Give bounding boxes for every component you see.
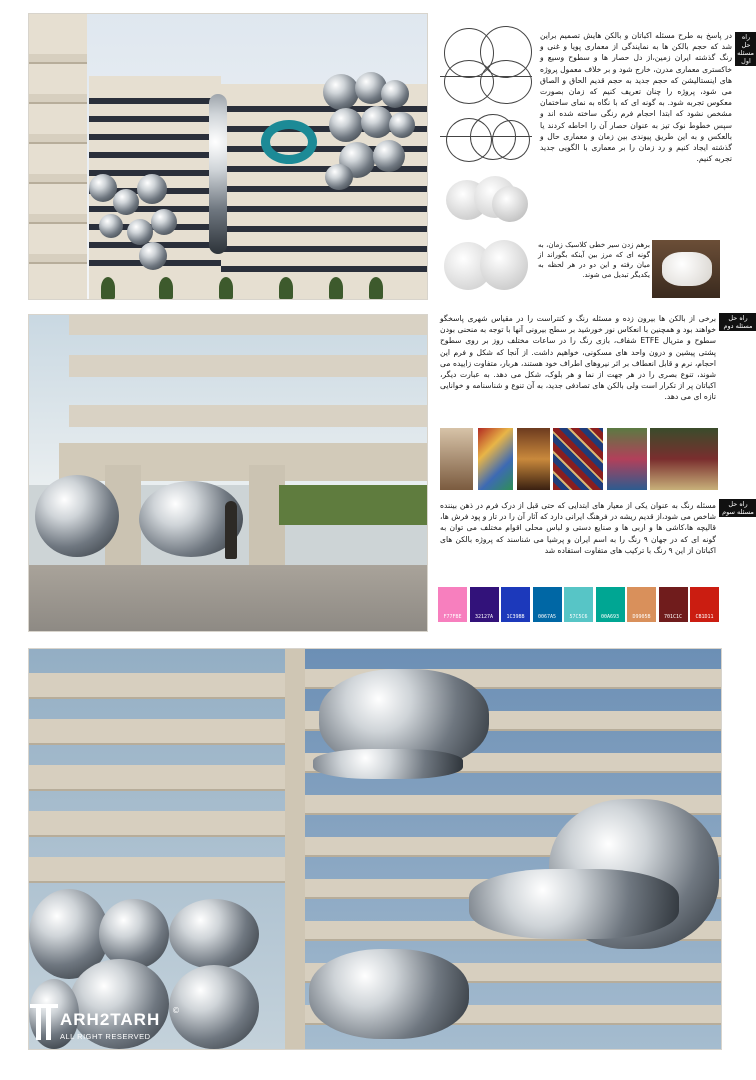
thumb-local-dress	[607, 428, 647, 490]
section3-text: مسئله رنگ به عنوان یکی از معیار های ابتدایی که حتی قبل از درک فرم در ذهن بیننده شاخص می شود،از قدیم ریشه در فرهنگ ایرانی دارد که آثار آن را در تار و پود فرش ها، قالیچه ها،کاشی ها و اربی ها و صنایع دستی و لباس محلی اقوام مختلف می توان به گونه ای که در جهان ۹ رنگ را به اسم ایران و پرشیا می شناسند که پروژه بالکن های اکباتان از این ۹ رنگ با ترکیب های متفاوت استفاده شد	[440, 501, 716, 555]
swatch: 701C1C	[659, 587, 688, 622]
closeup-render	[28, 648, 722, 1050]
thumb-interior-2	[517, 428, 550, 490]
section1-text: در پاسخ به طرح مسئله اکباتان و بالکن هایش تصمیم براین شد که حجم بالکن ها به نمایندگی از معماری پویا و غنی و رنگ گذشته ایران زمین،از دل حصار ها و سطوح وسیع و خاکستری معماری مدرن، خارج شود و بر خلاف معمول پروژه های اینستالیشن که حجم جدید به حجم قدیم الحاق و الصاق می شود، پروژه را چنان تعریف کنیم که زمان بصورت معکوس تجربه شود. به گونه ای که با نگاه به نمای ساختمان مشخص نشود که ابتدا احجام فرم رنگی ساخته شده اند و سپس خطوط نوک تیز به عنوان حصار آن را احاطه کردند یا بالعکس و به این طریق پیوندی بین زمان و معماری حال و گذشته ایجاد کنیم و رد زمان را بر معماری با الگویی جدید تجربه کنیم.	[540, 31, 732, 164]
swatch: 00A693	[596, 587, 625, 622]
section1-caption: برهم زدن سیر خطی کلاسیک زمان، به گونه ای که مرز بین آینکه بگوراند از میان رفته و این دو در هر لحظه به یکدیگر تبدیل می شوند.	[538, 241, 650, 279]
pillar-icon	[30, 1004, 58, 1040]
section3-tag: راه حل مسئله سوم	[719, 499, 756, 517]
logo-rights: ALL RIGHT RESERVED	[60, 1032, 151, 1041]
thumb-carpet	[553, 428, 603, 490]
swatch: 1C39BB	[501, 587, 530, 622]
thumb-portrait	[650, 428, 718, 490]
left-tower	[29, 14, 87, 299]
street-render	[28, 314, 428, 632]
arh2tarh-logo	[30, 1000, 200, 1050]
section2-tag: راه حل مسئله دوم	[719, 313, 756, 331]
teal-ring-sign	[261, 120, 317, 164]
swatch: 57C5C6	[564, 587, 593, 622]
logo-reg: ©	[172, 1006, 180, 1015]
concept-diagram-4	[440, 238, 532, 296]
section2-text: برخی از بالکن ها بیرون زده و مسئله رنگ و کنتراست را در مقیاس شهری پاسخگو خواهند بود و همچنین با انعکاس نور خورشید بر سطح بیرونی آنها با توجه به منحنی بودن سطوح و متریال ETFE شفاف، بازی رنگ را در ساعات مختلف روز بر روی سطوح پشتی پیشین و درون واحد های مسکونی، خواهیم داشت. از آنجا که شکل و فرم این احجام، نرم و قابل انعطاف بر اثر نیروهای اطراف خود هستند، هربار، متفاوت زاییده می شوند، تنوع بصری را در هر جهت از نما و هر بلوک، شکل می دهد. به عبارت دیگر، اکباتان پر از تکرار است ولی بالکن های تصادفی جدید، به آن تنوع و شناسنامه و خوانایی تازه ای می دهد.	[440, 314, 716, 402]
chrome-balcony-blob	[35, 475, 119, 557]
thumb-stained-glass	[478, 428, 513, 490]
swatch: F77FBE	[438, 587, 467, 622]
concept-diagram-2	[440, 110, 532, 168]
facade-render	[28, 13, 428, 300]
swatch: 32127A	[470, 587, 499, 622]
concept-diagram-3	[440, 172, 532, 234]
swatch: CB1D11	[690, 587, 719, 622]
swatch: D9905B	[627, 587, 656, 622]
color-palette	[438, 587, 720, 622]
section1-tag: راه حل مسئله اول	[735, 32, 756, 66]
logo-brand: ARH2TARH	[60, 1010, 161, 1029]
concept-diagram-1	[440, 26, 532, 104]
thumb-interior-1	[440, 428, 473, 490]
person-figure	[225, 501, 237, 559]
swatch: 0067A5	[533, 587, 562, 622]
model-photo	[652, 240, 720, 298]
